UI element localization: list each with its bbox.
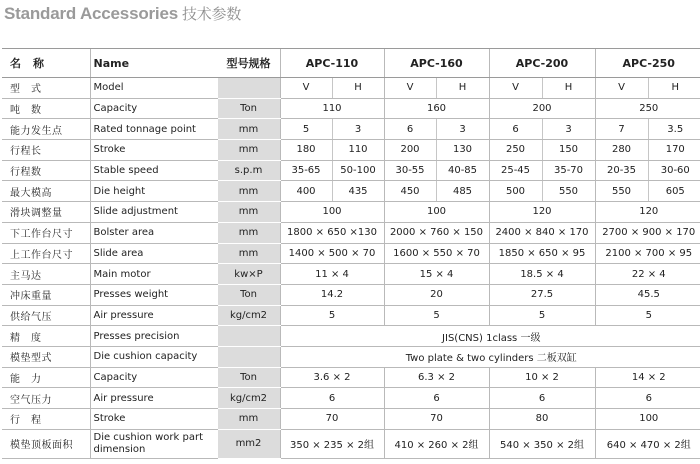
row-label-en: Capacity [90, 367, 217, 388]
value-cell: 18.5 × 4 [489, 264, 595, 285]
row-label-cn: 行 程 [2, 409, 90, 430]
row-label-en: Die height [90, 181, 217, 202]
header-model: APC-110 [280, 49, 384, 78]
row-unit [217, 346, 280, 367]
value-cell: 1800 × 650 ×130 [280, 222, 384, 243]
row-unit: Ton [217, 98, 280, 119]
value-cell: 3.5 [648, 119, 700, 140]
table-row [2, 264, 700, 285]
row-label-cn: 滑块调整量 [2, 202, 90, 223]
row-label-cn: 冲床重量 [2, 284, 90, 305]
row-unit [217, 326, 280, 347]
row-label-en: Stable speed [90, 160, 217, 181]
row-label-cn: 供给气压 [2, 305, 90, 326]
row-label-en: Die cushion work part dimension [90, 429, 217, 458]
value-cell: 14.2 [280, 284, 384, 305]
value-cell: 70 [280, 409, 384, 430]
value-cell: 500 [489, 181, 542, 202]
table-row [2, 326, 700, 347]
row-label-en: Die cushion capacity [90, 346, 217, 367]
value-cell: 3 [542, 119, 595, 140]
row-label-en: Bolster area [90, 222, 217, 243]
row-unit: mm [217, 222, 280, 243]
value-cell: 200 [384, 140, 436, 161]
row-unit: kg/cm2 [217, 388, 280, 409]
table-row [2, 140, 700, 161]
row-unit: kw×P [217, 264, 280, 285]
value-cell: 3 [332, 119, 384, 140]
value-cell: 485 [436, 181, 489, 202]
value-cell: 6 [384, 388, 489, 409]
row-label-en: Slide adjustment [90, 202, 217, 223]
value-cell: V [595, 78, 648, 99]
row-unit: s.p.m [217, 160, 280, 181]
value-cell: 5 [280, 119, 332, 140]
row-label-cn: 吨 数 [2, 98, 90, 119]
value-cell: 435 [332, 181, 384, 202]
value-cell: 30-60 [648, 160, 700, 181]
value-cell: 6 [489, 388, 595, 409]
row-label-en: Main motor [90, 264, 217, 285]
value-cell: 100 [595, 409, 700, 430]
row-unit: mm [217, 119, 280, 140]
row-label-cn: 型 式 [2, 78, 90, 99]
value-cell: 6 [384, 119, 436, 140]
row-label-cn: 空气压力 [2, 388, 90, 409]
value-cell: 640 × 470 × 2组 [595, 429, 700, 458]
value-cell: 110 [280, 98, 384, 119]
table-row [2, 243, 700, 264]
value-cell: 170 [648, 140, 700, 161]
value-cell: 15 × 4 [384, 264, 489, 285]
header-spec: 型号规格 [217, 49, 280, 78]
value-cell: 250 [595, 98, 700, 119]
table-row [2, 98, 700, 119]
row-label-cn: 模垫型式 [2, 346, 90, 367]
value-cell: 6 [489, 119, 542, 140]
value-cell: 5 [489, 305, 595, 326]
row-unit: Ton [217, 367, 280, 388]
value-cell: 30-55 [384, 160, 436, 181]
value-cell: 80 [489, 409, 595, 430]
page-title-cn: 技术参数 [181, 5, 242, 23]
value-cell: 280 [595, 140, 648, 161]
row-label-cn: 模垫顶板面积 [2, 429, 90, 458]
value-cell: 70 [384, 409, 489, 430]
value-cell: V [280, 78, 332, 99]
row-unit: mm2 [217, 429, 280, 458]
value-cell: H [436, 78, 489, 99]
row-label-cn: 行程数 [2, 160, 90, 181]
value-cell: H [648, 78, 700, 99]
value-cell: 7 [595, 119, 648, 140]
row-label-en: Slide area [90, 243, 217, 264]
value-cell: 3.6 × 2 [280, 367, 384, 388]
table-row [2, 222, 700, 243]
row-unit: kg/cm2 [217, 305, 280, 326]
value-cell: 1850 × 650 × 95 [489, 243, 595, 264]
table-row [2, 346, 700, 367]
table-row [2, 409, 700, 430]
row-label-en: Presses weight [90, 284, 217, 305]
value-cell: H [542, 78, 595, 99]
row-unit: mm [217, 181, 280, 202]
page-title [4, 2, 241, 26]
row-unit: mm [217, 409, 280, 430]
table-row [2, 181, 700, 202]
value-cell: 5 [595, 305, 700, 326]
value-cell: 130 [436, 140, 489, 161]
value-cell: 11 × 4 [280, 264, 384, 285]
value-cell: 2100 × 700 × 95 [595, 243, 700, 264]
value-cell: 35-65 [280, 160, 332, 181]
value-cell: 100 [280, 202, 384, 223]
value-cell: 2000 × 760 × 150 [384, 222, 489, 243]
row-unit: Ton [217, 284, 280, 305]
row-label-cn: 上工作台尺寸 [2, 243, 90, 264]
row-unit: mm [217, 140, 280, 161]
table-row [2, 305, 700, 326]
header-model: APC-160 [384, 49, 489, 78]
row-unit: mm [217, 202, 280, 223]
page-title-en: Standard Accessories [4, 4, 178, 23]
value-cell: 6.3 × 2 [384, 367, 489, 388]
row-label-cn: 最大模高 [2, 181, 90, 202]
row-label-cn: 能 力 [2, 367, 90, 388]
table-row [2, 429, 700, 458]
row-label-en: Air pressure [90, 305, 217, 326]
value-cell: 10 × 2 [489, 367, 595, 388]
value-cell: 160 [384, 98, 489, 119]
value-cell: 120 [489, 202, 595, 223]
value-cell: 550 [595, 181, 648, 202]
header-model: APC-200 [489, 49, 595, 78]
value-cell: 6 [595, 388, 700, 409]
value-cell: 150 [542, 140, 595, 161]
value-cell: Two plate & two cylinders 二板双缸 [280, 346, 700, 367]
value-cell: 6 [280, 388, 384, 409]
value-cell: 550 [542, 181, 595, 202]
value-cell: 1600 × 550 × 70 [384, 243, 489, 264]
value-cell: 25-45 [489, 160, 542, 181]
row-label-en: Stroke [90, 140, 217, 161]
value-cell: 45.5 [595, 284, 700, 305]
value-cell: 450 [384, 181, 436, 202]
value-cell: 40-85 [436, 160, 489, 181]
value-cell: 5 [280, 305, 384, 326]
table-row [2, 388, 700, 409]
row-label-cn: 下工作台尺寸 [2, 222, 90, 243]
value-cell: 20 [384, 284, 489, 305]
value-cell: 50-100 [332, 160, 384, 181]
table-row [2, 119, 700, 140]
row-label-en: Model [90, 78, 217, 99]
value-cell: 200 [489, 98, 595, 119]
spec-table [2, 48, 700, 459]
row-label-en: Rated tonnage point [90, 119, 217, 140]
value-cell: 27.5 [489, 284, 595, 305]
value-cell: V [489, 78, 542, 99]
row-label-en: Air pressure [90, 388, 217, 409]
row-label-cn: 行程长 [2, 140, 90, 161]
header-name-en: Name [90, 49, 217, 78]
value-cell: 22 × 4 [595, 264, 700, 285]
value-cell: 14 × 2 [595, 367, 700, 388]
row-label-en: Capacity [90, 98, 217, 119]
value-cell: 5 [384, 305, 489, 326]
header-row [2, 49, 700, 78]
value-cell: JIS(CNS) 1class 一级 [280, 326, 700, 347]
table-row [2, 78, 700, 99]
value-cell: 3 [436, 119, 489, 140]
table-row [2, 160, 700, 181]
row-label-cn: 能力发生点 [2, 119, 90, 140]
value-cell: 1400 × 500 × 70 [280, 243, 384, 264]
value-cell: 2400 × 840 × 170 [489, 222, 595, 243]
value-cell: H [332, 78, 384, 99]
value-cell: 20-35 [595, 160, 648, 181]
row-label-cn: 主马达 [2, 264, 90, 285]
value-cell: 110 [332, 140, 384, 161]
value-cell: 2700 × 900 × 170 [595, 222, 700, 243]
value-cell: 100 [384, 202, 489, 223]
header-model: APC-250 [595, 49, 700, 78]
value-cell: 350 × 235 × 2组 [280, 429, 384, 458]
table-row [2, 367, 700, 388]
header-name-cn: 名 称 [2, 49, 90, 78]
value-cell: 35-70 [542, 160, 595, 181]
row-label-cn: 精 度 [2, 326, 90, 347]
value-cell: V [384, 78, 436, 99]
value-cell: 400 [280, 181, 332, 202]
value-cell: 410 × 260 × 2组 [384, 429, 489, 458]
value-cell: 605 [648, 181, 700, 202]
row-unit [217, 78, 280, 99]
value-cell: 540 × 350 × 2组 [489, 429, 595, 458]
value-cell: 250 [489, 140, 542, 161]
row-label-en: Stroke [90, 409, 217, 430]
row-unit: mm [217, 243, 280, 264]
table-row [2, 202, 700, 223]
table-row [2, 284, 700, 305]
value-cell: 120 [595, 202, 700, 223]
value-cell: 180 [280, 140, 332, 161]
row-label-en: Presses precision [90, 326, 217, 347]
